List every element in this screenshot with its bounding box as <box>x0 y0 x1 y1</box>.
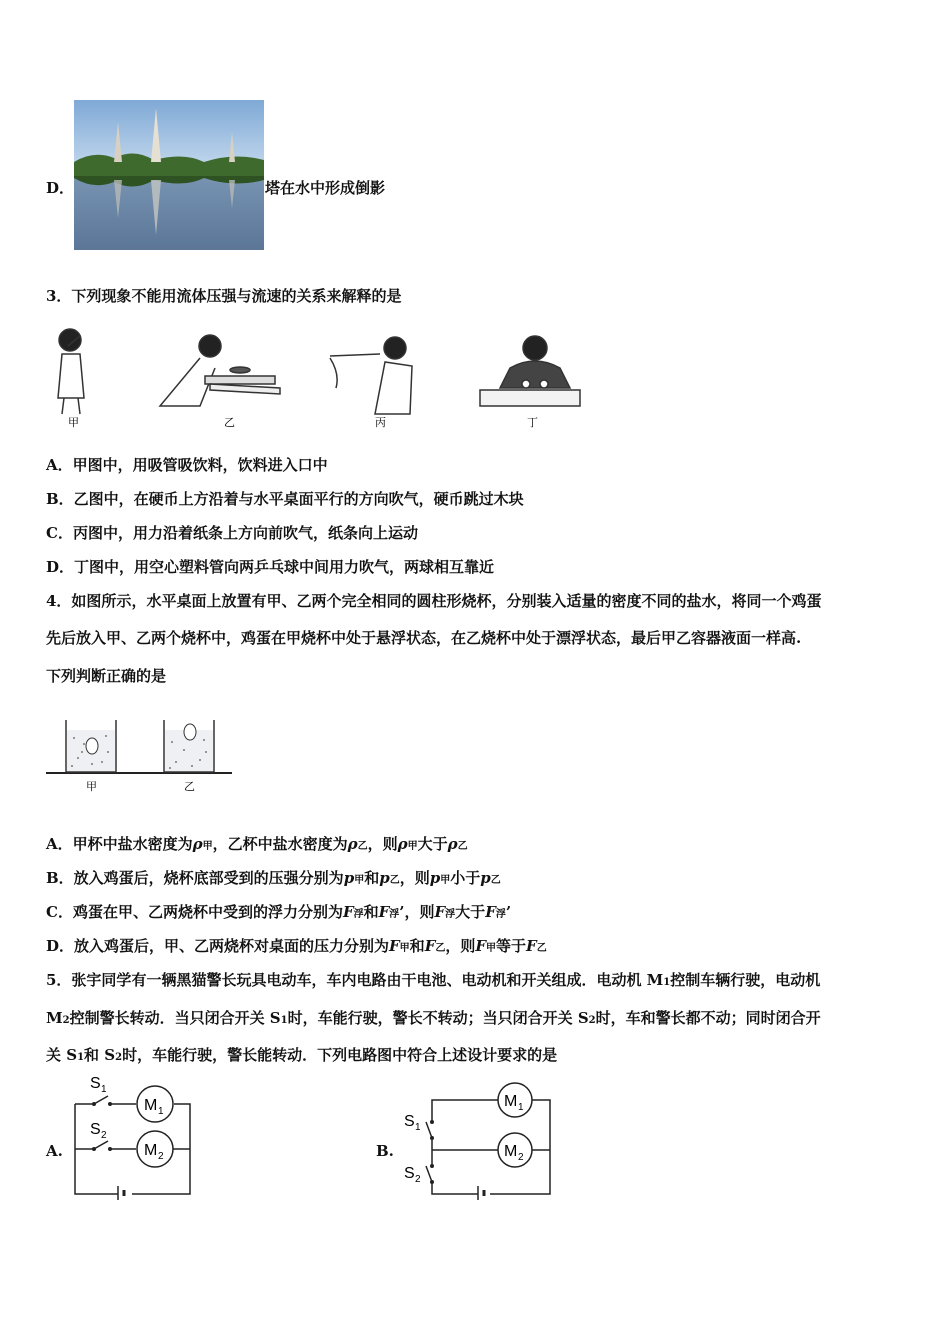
beaker-jia <box>66 720 116 772</box>
q4-stem-line-2: 先后放入甲、乙两个烧杯中，鸡蛋在甲烧杯中处于悬浮状态，在乙烧杯中处于漂浮状态，最后甲乙容器液面一样高. <box>46 629 802 647</box>
figure-label-bing: 丙 <box>375 417 386 429</box>
circuit-a-m2-number: 2 <box>158 1151 164 1162</box>
pagoda-reflection-image <box>74 100 264 250</box>
figure-label-jia: 甲 <box>68 417 79 429</box>
q5-stem-line-2: M2控制警长转动．当只闭合开关 S1时，车能行驶，警长不转动；当只闭合开关 S2时，车和警长都不动；同时闭合开 <box>46 1009 821 1027</box>
circuit-diagram-b <box>400 1082 555 1200</box>
q3-option-b: B．乙图中，在硬币上方沿着与水平桌面平行的方向吹气，硬币跳过木块 <box>46 490 524 508</box>
beakers-figure <box>44 712 234 796</box>
circuit-a-m1-number: 1 <box>158 1106 164 1117</box>
question-3-stem: 3．下列现象不能用流体压强与流速的关系来解释的是 <box>46 287 402 305</box>
circuit-b-s2-number: 2 <box>415 1174 421 1185</box>
circuit-b-m2-letter: M <box>504 1143 518 1160</box>
figure-bing-paper-strip <box>330 337 412 414</box>
circuit-a-s2-number: 2 <box>101 1130 107 1141</box>
circuit-b-m2-number: 2 <box>518 1152 524 1163</box>
figure-jia-girl-straw <box>58 329 84 414</box>
q5-option-a-label: A. <box>46 1142 63 1160</box>
q3-figures <box>40 318 600 436</box>
option-d-text: 塔在水中形成倒影 <box>265 179 386 197</box>
q4-option-b: B．放入鸡蛋后，烧杯底部受到的压强分别为p甲和p乙，则p甲小于p乙 <box>46 869 501 887</box>
circuit-b-s1-letter: S <box>404 1113 415 1130</box>
circuit-b-s2-letter: S <box>404 1165 415 1182</box>
q4-stem-line-3: 下列判断正确的是 <box>46 667 167 685</box>
q3-option-c: C．丙图中，用力沿着纸条上方向前吹气，纸条向上运动 <box>46 524 418 542</box>
q5-stem-line-1: 5．张宇同学有一辆黑猫警长玩具电动车，车内电路由干电池、电动机和开关组成．电动机 M1控制车辆行驶，电动机 <box>46 971 821 989</box>
beaker-yi <box>164 720 214 772</box>
q4-option-c: C．鸡蛋在甲、乙两烧杯中受到的浮力分别为F浮和F浮’，则F浮大于F浮’ <box>46 903 512 921</box>
circuit-a-m1-letter: M <box>144 1097 158 1114</box>
circuit-a-s1-letter: S <box>90 1075 101 1092</box>
circuit-b-m1-number: 1 <box>518 1102 524 1113</box>
circuit-a-s1-number: 1 <box>101 1084 107 1095</box>
figure-ding-ping-pong <box>480 336 580 406</box>
q4-option-a: A．甲杯中盐水密度为ρ甲，乙杯中盐水密度为ρ乙，则ρ甲大于ρ乙 <box>46 835 468 853</box>
q4-stem-line-1: 4．如图所示，水平桌面上放置有甲、乙两个完全相同的圆柱形烧杯，分别装入适量的密度不同的盐水，将同一个鸡蛋 <box>46 592 822 610</box>
q3-option-a: A．甲图中，用吸管吸饮料，饮料进入口中 <box>46 456 328 474</box>
beaker-label-yi: 乙 <box>184 781 195 793</box>
circuit-diagram-a <box>70 1072 195 1200</box>
circuit-b-m1-letter: M <box>504 1093 518 1110</box>
option-d-label: D． <box>46 179 75 197</box>
q5-option-b-label: B. <box>376 1142 394 1160</box>
circuit-b-s1-number: 1 <box>415 1122 421 1133</box>
figure-yi-blow-coin <box>160 335 280 406</box>
figure-label-yi: 乙 <box>224 417 235 429</box>
q4-option-d: D．放入鸡蛋后，甲、乙两烧杯对桌面的压力分别为F甲和F乙，则F甲等于F乙 <box>46 937 547 955</box>
figure-label-ding: 丁 <box>527 417 538 429</box>
beaker-label-jia: 甲 <box>86 781 97 793</box>
q3-option-d: D．丁图中，用空心塑料管向两乒乓球中间用力吹气，两球相互靠近 <box>46 558 495 576</box>
q5-stem-line-3: 关 S1和 S2时，车能行驶，警长能转动．下列电路图中符合上述设计要求的是 <box>46 1046 558 1064</box>
circuit-a-m2-letter: M <box>144 1142 158 1159</box>
circuit-a-s2-letter: S <box>90 1121 101 1138</box>
